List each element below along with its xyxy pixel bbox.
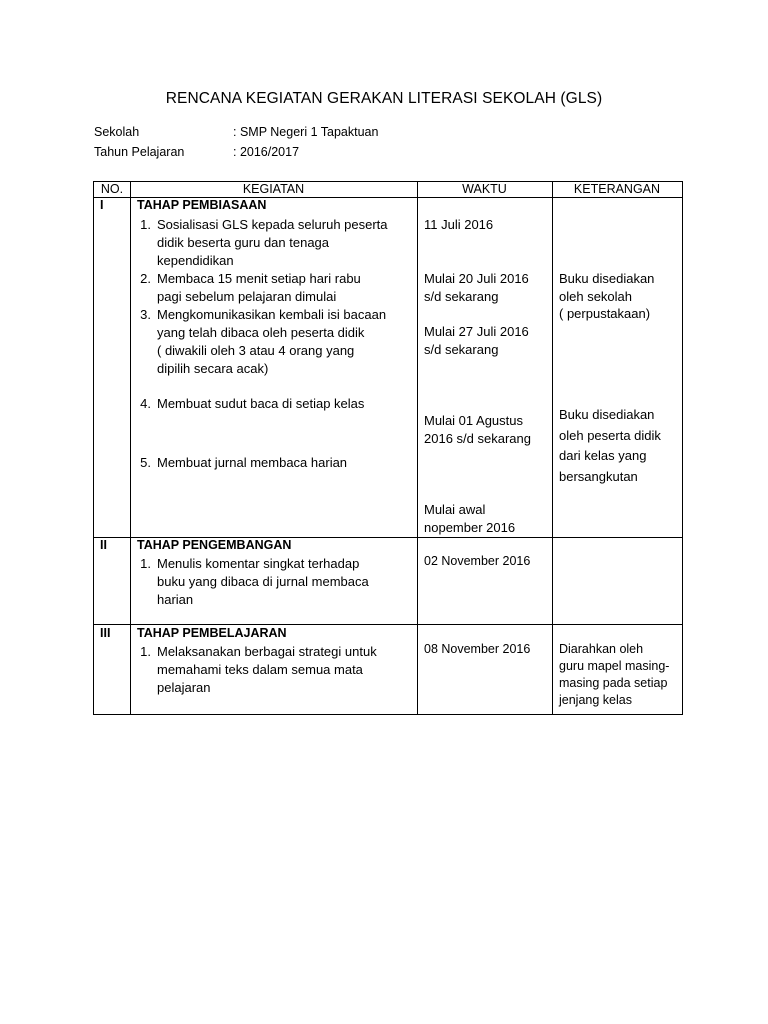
note-line: Buku disediakan (559, 271, 655, 286)
note-line: guru mapel masing- (559, 659, 670, 673)
time-entry: Mulai 01 Agustus (424, 413, 524, 428)
item-line: ( diwakili oleh 3 atau 4 orang yang (157, 343, 355, 358)
note-line: oleh peserta didik (559, 428, 661, 443)
item-number: 1. (140, 217, 151, 232)
section-number: I (100, 198, 104, 212)
item-line: buku yang dibaca di jurnal membaca (157, 574, 369, 589)
time-entry: 2016 s/d sekarang (424, 431, 531, 446)
item-line: Melaksanakan berbagai strategi untuk (157, 644, 377, 659)
time-entry: Mulai 27 Juli 2016 (424, 324, 529, 339)
header-no: NO. (100, 182, 124, 196)
item-line: harian (157, 592, 194, 607)
time-entry: 08 November 2016 (424, 642, 531, 656)
note-line: masing pada setiap (559, 676, 668, 690)
section-number: III (100, 626, 111, 640)
note-line: jenjang kelas (559, 693, 632, 707)
time-entry: 02 November 2016 (424, 554, 531, 568)
time-entry: nopember 2016 (424, 520, 516, 535)
item-number: 3. (140, 307, 151, 322)
time-entry: 11 Juli 2016 (424, 217, 494, 232)
header-kegiatan: KEGIATAN (242, 182, 305, 196)
item-line: pelajaran (157, 680, 211, 695)
school-label: Sekolah (94, 125, 140, 139)
header-keterangan: KETERANGAN (573, 182, 661, 196)
item-number: 1. (140, 556, 151, 571)
header-waktu: WAKTU (462, 182, 507, 196)
note-line: bersangkutan (559, 469, 638, 484)
note-line: ( perpustakaan) (559, 306, 651, 321)
item-line: Membaca 15 menit setiap hari rabu (157, 271, 361, 286)
item-line: Membuat sudut baca di setiap kelas (157, 396, 365, 411)
section-number: II (100, 538, 107, 552)
time-entry: Mulai 20 Juli 2016 (424, 271, 529, 286)
section-title: TAHAP PENGEMBANGAN (137, 538, 292, 552)
item-number: 2. (140, 271, 151, 286)
time-entry: s/d sekarang (424, 342, 499, 357)
note-line: dari kelas yang (559, 448, 647, 463)
item-line: yang telah dibaca oleh peserta didik (157, 325, 365, 340)
school-row (94, 125, 494, 145)
time-entry: Mulai awal (424, 502, 486, 517)
item-line: dipilih secara acak) (157, 361, 269, 376)
section-title: TAHAP PEMBELAJARAN (137, 626, 287, 640)
year-label: Tahun Pelajaran (94, 145, 185, 159)
school-value: : SMP Negeri 1 Tapaktuan (233, 125, 379, 139)
item-line: Membuat jurnal membaca harian (157, 455, 348, 470)
year-row (94, 145, 494, 165)
item-line: Menulis komentar singkat terhadap (157, 556, 360, 571)
year-value: : 2016/2017 (233, 145, 300, 159)
time-entry: s/d sekarang (424, 289, 499, 304)
note-line: oleh sekolah (559, 289, 632, 304)
section-title: TAHAP PEMBIASAAN (137, 198, 267, 212)
item-line: didik beserta guru dan tenaga (157, 235, 330, 250)
note-line: Buku disediakan (559, 407, 655, 422)
item-number: 5. (140, 455, 151, 470)
item-line: pagi sebelum pelajaran dimulai (157, 289, 337, 304)
item-line: memahami teks dalam semua mata (157, 662, 363, 677)
item-line: kependidikan (157, 253, 234, 268)
document-title: RENCANA KEGIATAN GERAKAN LITERASI SEKOLAH (GLS) (165, 90, 603, 107)
item-line: Mengkomunikasikan kembali isi bacaan (157, 307, 387, 322)
item-number: 4. (140, 396, 151, 411)
item-line: Sosialisasi GLS kepada seluruh peserta (157, 217, 388, 232)
item-number: 1. (140, 644, 151, 659)
note-line: Diarahkan oleh (559, 642, 644, 656)
